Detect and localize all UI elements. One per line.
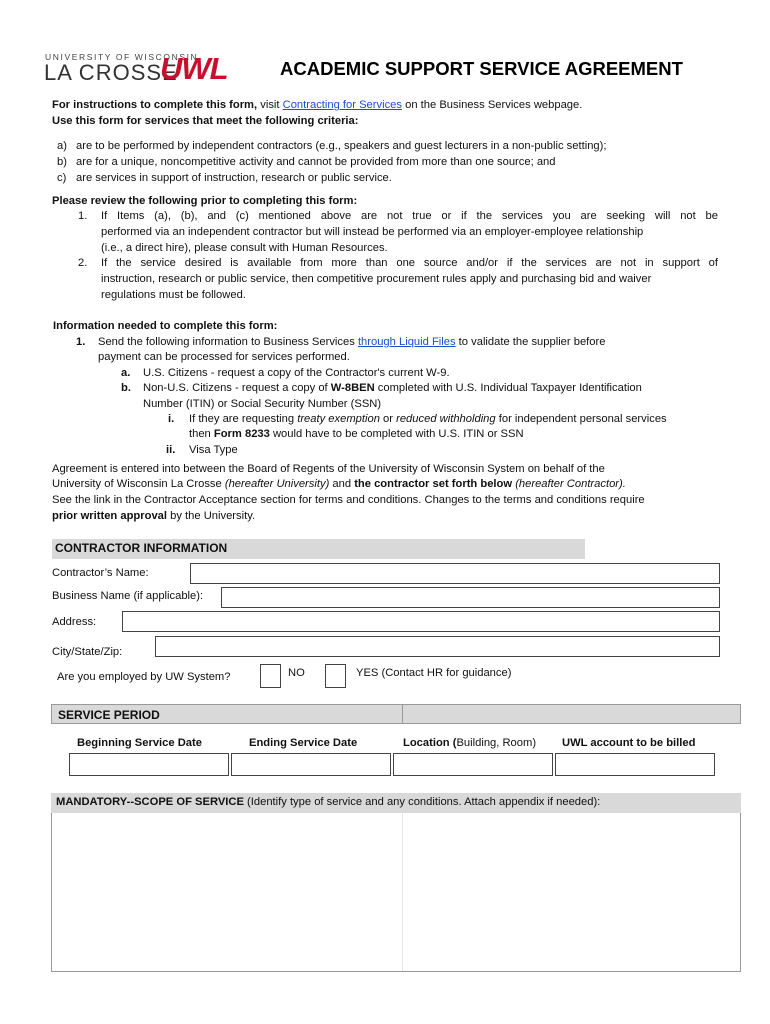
info-item-1-line2: payment can be processed for services performed.	[98, 351, 350, 363]
logo-uwl-mark: UWL	[160, 51, 228, 86]
employed-yes-label: YES (Contact HR for guidance)	[356, 667, 512, 679]
contractor-name-label: Contractor’s Name:	[52, 567, 149, 579]
list-item: c) are services in support of instruction, research or public service.	[57, 172, 392, 184]
review-marker-2: 2.	[78, 257, 88, 269]
instructions-line: For instructions to complete this form, visit Contracting for Services on the Business Services webpage.	[52, 99, 583, 111]
info-marker-i: i.	[168, 413, 175, 425]
contracting-link[interactable]: Contracting for Services	[282, 99, 402, 111]
address-label: Address:	[52, 616, 97, 628]
review-heading: Please review the following prior to completing this form:	[52, 195, 358, 207]
scope-heading: MANDATORY--SCOPE OF SERVICE (Identify type of service and any conditions. Attach appendix if needed):	[56, 796, 601, 808]
liquid-files-link[interactable]: through Liquid Files	[357, 336, 456, 348]
employed-label: Are you employed by UW System?	[57, 671, 231, 683]
location-input[interactable]	[393, 753, 553, 776]
agreement-line-1: Agreement is entered into between the Board of Regents of the University of Wisconsin System on behalf of the	[52, 463, 605, 475]
list-item: a) are to be performed by independent contractors (e.g., speakers and guest lecturers in a non-public setting);	[57, 140, 607, 152]
beginning-date-input[interactable]	[69, 753, 229, 776]
ending-date-input[interactable]	[231, 753, 391, 776]
review-item-2: If the service desired is available from more than one source and/or if the services are not in support of instruction, research or public service, then competitive procurement rules apply and purchasing bid and waiver regulations must be followed.	[101, 257, 718, 301]
criteria-heading: Use this form for services that meet the following criteria:	[52, 115, 359, 127]
service-period-title: SERVICE PERIOD	[58, 708, 160, 722]
employed-yes-checkbox[interactable]	[325, 664, 346, 688]
info-item-i-line2: then Form 8233 would have to be completed with U.S. ITIN or SSN	[189, 428, 524, 440]
employed-no-label: NO	[288, 667, 305, 679]
agreement-line-3: See the link in the Contractor Acceptance section for terms and conditions. Changes to the terms and conditions require	[52, 494, 645, 506]
scope-header	[51, 793, 741, 813]
scope-divider	[402, 813, 403, 971]
agreement-line-4: prior written approval by the University.	[52, 510, 256, 522]
city-state-zip-input[interactable]	[155, 636, 720, 657]
agreement-line-2: University of Wisconsin La Crosse (hereafter University) and the contractor set forth below (hereafter Contractor).	[52, 478, 626, 490]
business-name-input[interactable]	[221, 587, 720, 608]
criteria-list	[57, 140, 606, 188]
logo-city-text: LA CROSSE	[44, 60, 178, 85]
contractor-section-header: CONTRACTOR INFORMATION	[52, 539, 585, 559]
employed-no-checkbox[interactable]	[260, 664, 281, 688]
info-item-1: Send the following information to Business Services through Liquid Files to validate the supplier before	[98, 336, 606, 348]
city-state-zip-label: City/State/Zip:	[52, 646, 123, 658]
business-name-label: Business Name (if applicable):	[52, 590, 204, 602]
info-marker-1: 1.	[76, 336, 86, 348]
col-location: Location (Building, Room)	[403, 737, 537, 749]
page-title: ACADEMIC SUPPORT SERVICE AGREEMENT	[280, 58, 683, 79]
info-heading: Information needed to complete this form:	[53, 320, 278, 332]
info-marker-a: a.	[121, 367, 131, 379]
info-item-a: U.S. Citizens - request a copy of the Contractor's current W-9.	[143, 367, 450, 379]
list-item: b) are for a unique, noncompetitive activity and cannot be provided from more than one source; and	[57, 156, 556, 168]
info-item-b-line2: Number (ITIN) or Social Security Number (SSN)	[143, 398, 382, 410]
review-marker-1: 1.	[78, 210, 88, 222]
col-uwl-account: UWL account to be billed	[562, 737, 696, 749]
address-input[interactable]	[122, 611, 720, 632]
info-marker-b: b.	[121, 382, 131, 394]
header-divider	[402, 705, 403, 723]
info-item-ii: Visa Type	[189, 444, 238, 456]
review-item-1: If Items (a), (b), and (c) mentioned above are not true or if the services you are seeking will not be performed via an independent contractor but will instead be performed via an employer-employee relationship (i.e., a direct hire), please consult with Human Resources.	[101, 210, 718, 254]
col-ending-date: Ending Service Date	[249, 737, 358, 749]
contractor-name-input[interactable]	[190, 563, 720, 584]
logo-university-text: UNIVERSITY OF WISCONSIN	[45, 52, 199, 62]
info-item-i: If they are requesting treaty exemption or reduced withholding for independent personal services	[189, 413, 667, 425]
uwl-account-input[interactable]	[555, 753, 715, 776]
info-item-b: Non-U.S. Citizens - request a copy of W-8BEN completed with U.S. Individual Taxpayer Identification	[143, 382, 642, 394]
service-period-header	[51, 704, 741, 724]
info-marker-ii: ii.	[166, 444, 176, 456]
scope-textarea[interactable]	[51, 813, 741, 972]
col-beginning-date: Beginning Service Date	[77, 737, 202, 749]
